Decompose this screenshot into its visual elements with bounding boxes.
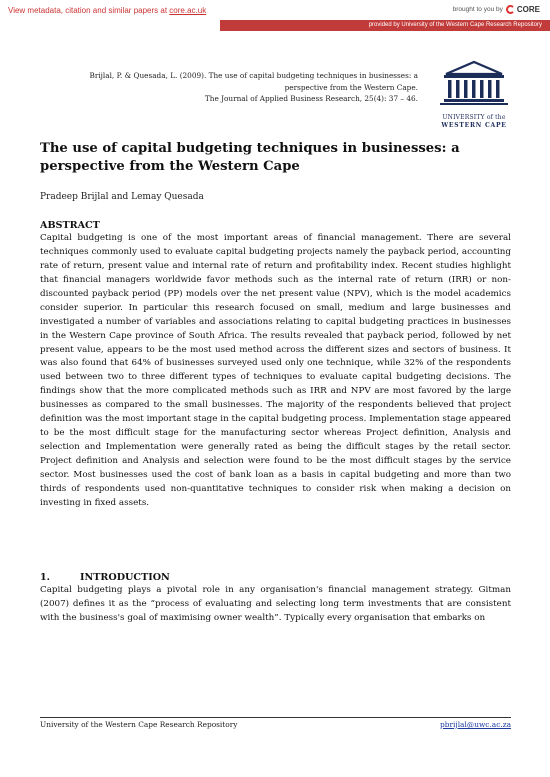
brought-by [453,5,540,14]
provided-by-bar[interactable]: provided by University of the Western Cape Research Repository [220,20,550,31]
core-logo[interactable] [506,5,540,14]
introduction-heading [40,571,511,584]
university-building-icon [428,56,520,106]
university-logo [428,56,520,130]
core-link[interactable]: core.ac.uk [169,6,207,15]
introduction-number: 1. [40,572,51,583]
core-logo-text: CORE [516,5,540,14]
author-email-link[interactable]: pbrijlal@uwc.ac.za [440,720,511,729]
abstract-text: Capital budgeting is one of the most important areas of financial management. There are several techniques commonly used to evaluate capital budgeting projects namely the payback period, accounting rate of return, present value and internal rate of return and profitability index. Recent studies highlight that financial managers worldwide favor methods such as the internal rate of return (IRR) or non-discounted payback period (PP) models over the net present value (NPV), which is the model academics consider superior. In particular this research focused on small, medium and large businesses and investigated a number of variables and associations relating to capital budgeting practices in businesses in the Western Cape province of South Africa. The results revealed that payback period, followed by net present value, appears to be the most used method across the different sizes and sectors of business. It was also found that 64% of businesses surveyed used only one technique, while 32% of the respondents used between two to three different types of techniques to evaluate capital budgeting decisions. The findings show that the more complicated methods such as IRR and NPV are most favored by the large businesses as compared to the small businesses. The majority of the respondents believed that project definition was the most important stage in the capital budgeting process. Implementation stage appeared to be the most difficult stage for the manufacturing sector whereas Project definition, Analysis and selection and Implementation were generally rated as being the difficult stages by the retail sector. Project definition and Analysis and selection were found to be the most difficult stages by the service sector. Most businesses used the cost of bank loan as a basis in capital budgeting and more than two thirds of respondents used non-quantitative techniques to consider risk when making a decision on investing in fixed assets. [40,233,511,508]
university-name [428,114,520,130]
core-icon [506,5,515,14]
citation [40,70,418,105]
university-name-line-2: WESTERN CAPE [441,122,507,129]
citation-line-3: The Journal of Applied Business Research, 25(4): 37 – 46. [204,94,418,103]
university-name-line-1: UNIVERSITY of the [442,114,506,121]
metadata-prefix: View metadata, citation and similar papers at [8,6,170,15]
introduction-section [40,571,511,626]
abstract-section [40,219,511,511]
citation-line-1: Brijlal, P. & Quesada, L. (2009). The use of capital budgeting techniques in businesses: a [89,71,418,80]
footer-repository: University of the Western Cape Research Repository [40,720,238,729]
abstract-heading: ABSTRACT [40,220,100,231]
brought-by-text: brought to you by [452,6,503,13]
citation-line-2: perspective from the Western Cape. [284,82,418,92]
metadata-link[interactable] [8,6,206,15]
introduction-text: Capital budgeting plays a pivotal role in any organisation's financial management strategy. Gitman (2007) defines it as the “process of evaluating and selecting long term investments that are consistent with the business's goal of maximising owner wealth”. Typically every organisation that embarks on [40,585,511,623]
introduction-title: INTRODUCTION [80,572,170,583]
paper-title: The use of capital budgeting techniques in businesses: a perspective from the Western Cape [40,141,460,174]
core-banner [0,0,550,46]
footer-divider [40,717,511,718]
authors: Pradeep Brijlal and Lemay Quesada [40,192,204,202]
page-footer [40,720,511,729]
